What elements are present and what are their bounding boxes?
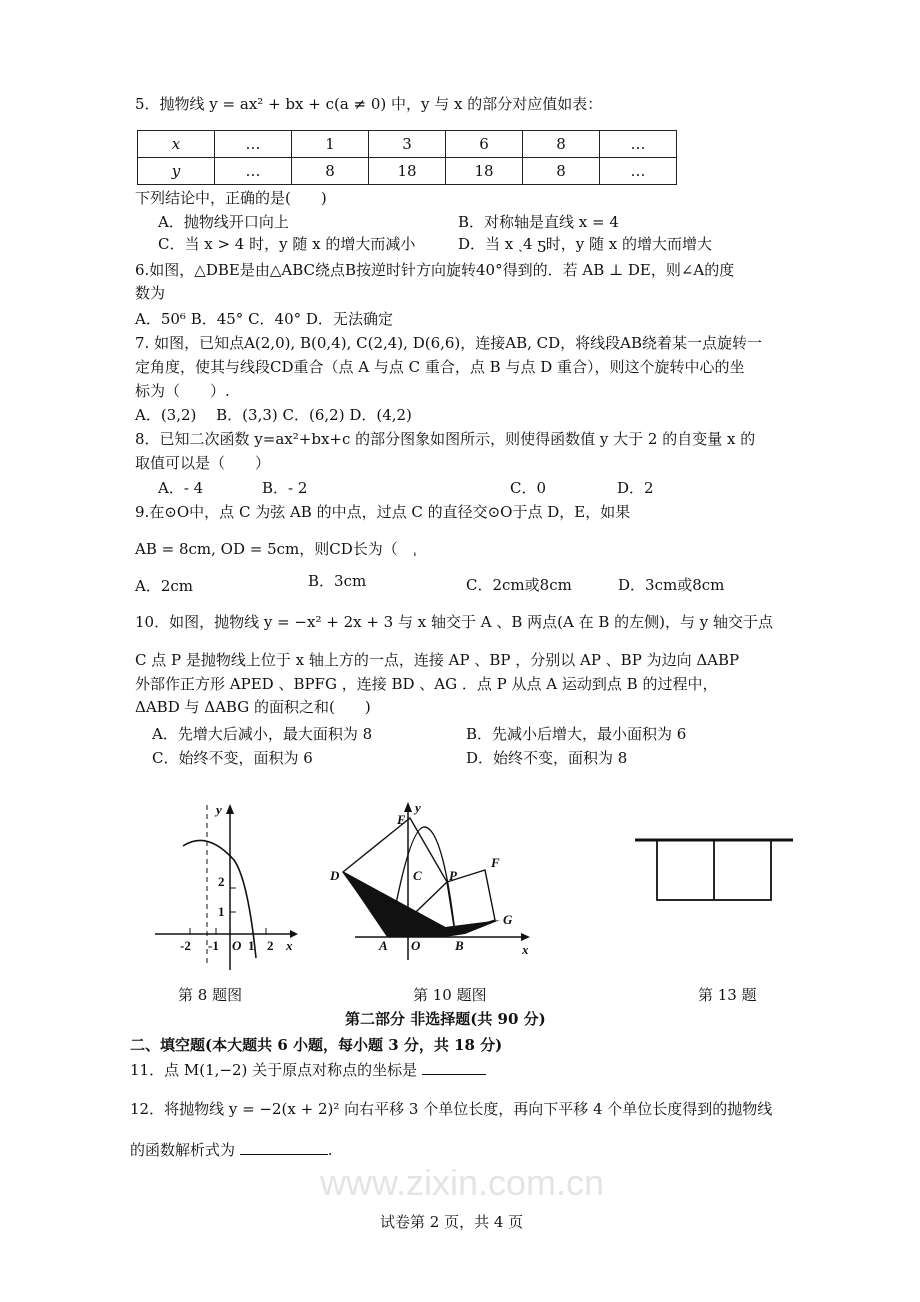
q7-stem-1: 7. 如图，已知点A(2,0), B(0,4), C(2,4), D(6,6)，连接AB, CD，将线段AB绕着某一点旋转一 <box>135 334 763 352</box>
q8-stem-1: 8．已知二次函数 y=ax²+bx+c 的部分图象如图所示，则使得函数值 y 大于 2 的自变量 x 的 <box>135 430 756 448</box>
point-c-label: C <box>413 868 422 883</box>
part-two-title: 第二部分 非选择题(共 90 分) <box>345 1010 546 1028</box>
q11-stem <box>130 1060 486 1080</box>
figure-8-parabola <box>150 800 310 970</box>
q9-option-b: B．3cm <box>308 572 367 590</box>
table-row-y <box>138 158 677 185</box>
q8-stem-2: 取值可以是（ ） <box>135 454 271 472</box>
table-cell: … <box>215 158 292 185</box>
q9-option-c: C．2cm或8cm <box>466 576 572 594</box>
tick-label: -2 <box>180 938 191 953</box>
q10-option-b: B．先减小后增大，最小面积为 6 <box>466 725 687 743</box>
point-g-label: G <box>503 912 513 927</box>
table-cell: 3 <box>369 131 446 158</box>
point-p-label: P <box>449 868 457 883</box>
page-footer: 试卷第 2 页，共 4 页 <box>380 1213 524 1231</box>
point-f-label: F <box>491 855 500 870</box>
q9-option-a: A．2cm <box>135 577 194 595</box>
q10-option-c: C．始终不变，面积为 6 <box>152 749 313 767</box>
table-cell: 8 <box>292 158 369 185</box>
tick-label: 1 <box>248 938 255 953</box>
q5-prompt: 下列结论中，正确的是( ) <box>135 189 327 207</box>
tick-label: 1 <box>218 904 225 919</box>
q10-option-d: D．始终不变，面积为 8 <box>466 749 628 767</box>
y-axis-label: y <box>415 800 421 815</box>
table-cell: … <box>600 158 677 185</box>
tick-label: -1 <box>208 938 219 953</box>
value-table <box>137 130 677 185</box>
table-cell: y <box>138 158 215 185</box>
point-b-label: B <box>455 938 464 953</box>
figure-13-rectangles <box>630 830 800 910</box>
q9-stem-2: AB = 8cm, OD = 5cm，则CD长为（ ˌ <box>135 540 417 558</box>
point-e-label: E <box>397 812 406 827</box>
origin-label: O <box>411 938 421 953</box>
table-cell: … <box>215 131 292 158</box>
figure-13-caption: 第 13 题 <box>698 986 757 1004</box>
point-a-label: A <box>379 938 388 953</box>
watermark: www.zixin.com.cn <box>320 1162 605 1203</box>
x-axis-label: x <box>286 938 293 953</box>
table-cell: … <box>600 131 677 158</box>
origin-label: O <box>232 938 242 953</box>
figure-10-squares <box>325 800 540 970</box>
q8-option-b: B．- 2 <box>262 479 308 497</box>
q7-stem-2: 定角度，使其与线段CD重合（点 A 与点 C 重合，点 B 与点 D 重合），则这个旋转中心的坐 <box>135 358 745 376</box>
table-cell: 8 <box>523 158 600 185</box>
tick-label: 2 <box>267 938 274 953</box>
q7-options: A．(3,2) B．(3,3) C．(6,2) D．(4,2) <box>135 406 412 424</box>
q12-stem-2: 的函数解析式为 . <box>130 1141 333 1159</box>
q5-option-a: A．抛物线开口向上 <box>158 213 289 231</box>
x-axis-label: x <box>522 942 529 957</box>
figure-10-caption: 第 10 题图 <box>413 986 487 1004</box>
q8-option-c: C．0 <box>510 479 547 497</box>
point-d-label: D <box>330 868 340 883</box>
q5-option-b: B．对称轴是直线 x = 4 <box>458 213 619 231</box>
q6-options: A．50⁶ B．45° C．40° D．无法确定 <box>135 310 393 328</box>
q5-option-d: D．当 x ˎ4 ƽ时，y 随 x 的增大而增大 <box>458 235 713 253</box>
q9-stem-1: 9.在⊙O中，点 C 为弦 AB 的中点，过点 C 的直径交⊙O于点 D，E，如果 <box>135 503 631 521</box>
tick-label: 2 <box>218 874 225 889</box>
q10-stem-3: 外部作正方形 APED 、BPFG ，连接 BD 、AG ．点 P 从点 A 运动到点 B 的过程中， <box>135 675 718 693</box>
q10-stem-2: C 点 P 是抛物线上位于 x 轴上方的一点，连接 AP 、BP ，分别以 AP 、BP 为边向 ΔABP <box>135 651 740 669</box>
q5-stem: 5．抛物线 y = ax² + bx + c(a ≠ 0) 中，y 与 x 的部分对应值如表： <box>135 95 603 113</box>
q6-stem-1: 6.如图，△DBE是由△ABC绕点B按逆时针方向旋转40°得到的．若 AB ⊥ DE，则∠A的度 <box>135 261 735 279</box>
q11-answer-blank[interactable] <box>422 1060 486 1075</box>
table-cell: 6 <box>446 131 523 158</box>
table-cell: 18 <box>369 158 446 185</box>
table-cell: 1 <box>292 131 369 158</box>
q11-text: 11．点 M(1,−2) 关于原点对称点的坐标是 <box>130 1061 418 1079</box>
table-cell: 8 <box>523 131 600 158</box>
q8-option-d: D．2 <box>617 479 654 497</box>
y-axis-label: y <box>216 802 222 817</box>
q10-stem-4: ΔABD 与 ΔABG 的面积之和( ) <box>135 698 371 716</box>
q6-stem-2: 数为 <box>135 284 166 302</box>
q10-stem-1: 10．如图，抛物线 y = −x² + 2x + 3 与 x 轴交于 A 、B 两点(A 在 B 的左侧)，与 y 轴交于点 <box>135 613 774 631</box>
table-cell: x <box>138 131 215 158</box>
section-two-heading: 二、填空题(本大题共 6 小题，每小题 3 分，共 18 分) <box>130 1036 503 1054</box>
q10-option-a: A．先增大后减小，最大面积为 8 <box>152 725 373 743</box>
figure-8-caption: 第 8 题图 <box>178 986 243 1004</box>
q5-option-c: C．当 x > 4 时，y 随 x 的增大而减小 <box>158 235 416 253</box>
q12-stem-1: 12．将抛物线 y = −2(x + 2)² 向右平移 3 个单位长度，再向下平移 4 个单位长度得到的抛物线 <box>130 1100 773 1118</box>
q12-answer-blank[interactable] <box>240 1140 328 1155</box>
q7-stem-3: 标为（ ）. <box>135 382 230 400</box>
table-row-x <box>138 131 677 158</box>
q9-option-d: D．3cm或8cm <box>618 576 725 594</box>
q8-option-a: A．- 4 <box>158 479 204 497</box>
table-cell: 18 <box>446 158 523 185</box>
q12-text: 的函数解析式为 <box>130 1141 236 1159</box>
